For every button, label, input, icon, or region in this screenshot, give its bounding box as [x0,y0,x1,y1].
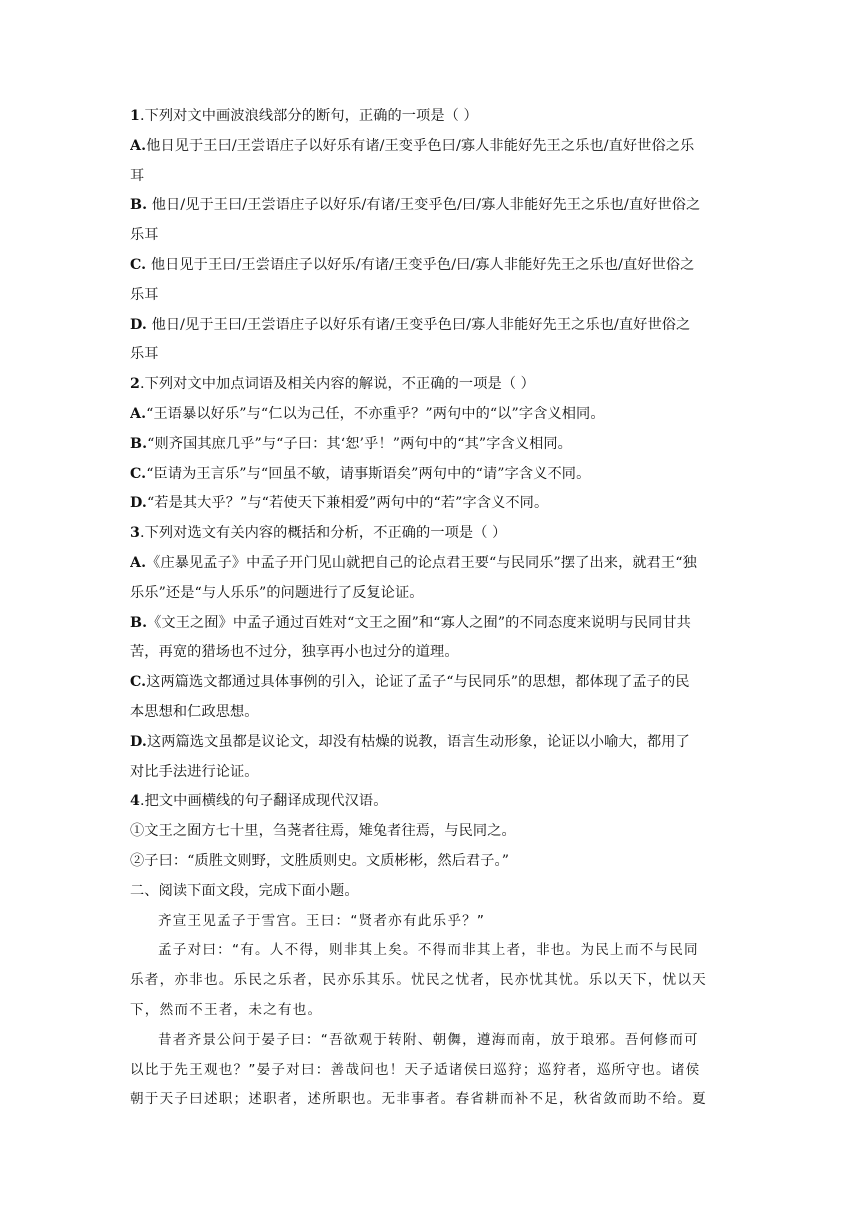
q2-option-d [130,489,732,519]
q1-option-c-text: 他日见于王曰/王尝语庄子以好乐/有诸/王变乎色/曰/寡人非能好先王之乐也/直好世俗之 [150,256,695,273]
q3-option-a [130,549,732,579]
q1-option-d-text: 他日/见于王曰/王尝语庄子以好乐有诸/王变乎色曰/寡人非能好先王之乐也/直好世俗之 [151,316,691,333]
q2-option-b-label: B. [130,435,148,452]
q2-option-d-label: D. [130,495,147,512]
q4-stem [130,787,732,817]
passage-paragraph-2-line-1: 孟子对曰：“有。人不得，则非其上矣。不得而非其上者，非也。为民上而不与民同 [158,942,699,959]
q3-option-b-label: B. [130,614,148,631]
q2-option-b-text: “则齐国其庶几乎”与“子曰：其‘恕’乎！”两句中的“其”字含义相同。 [147,435,572,452]
q4-number: 4 [130,793,140,810]
q3-stem [130,519,732,549]
q1-option-a-label: A. [130,137,147,154]
q3-option-d-label: D. [130,733,147,750]
document-body [130,102,732,1115]
q1-option-b-label: B. [130,197,148,214]
q1-option-a-cont: 耳 [130,167,145,184]
q1-option-c-cont: 乐耳 [130,286,159,303]
q1-option-d-cont: 乐耳 [130,346,159,363]
q3-option-d-cont: 对比手法进行论证。 [130,763,259,780]
q3-option-a-label: A. [130,554,147,571]
q1-option-c-label: C. [130,256,147,273]
q2-option-b [130,430,732,460]
q2-option-a-text: “王语暴以好乐”与“仁以为己任，不亦重乎？”两句中的“以”字含义相同。 [146,405,605,422]
passage-paragraph-3-line-3: 朝于天子曰述职；述职者，述所职也。无非事者。春省耕而补不足，秋省敛而助不给。夏 [130,1091,707,1108]
q4-item-1: ①文王之囿方七十里，刍荛者往焉，雉兔者往焉，与民同之。 [130,823,516,840]
passage-paragraph-3-line-1: 昔者齐景公问于晏子曰：“吾欲观于转附、朝儛，遵海而南，放于琅邪。吾何修而可 [158,1031,699,1048]
q3-option-d-text: 这两篇选文虽都是议论文，却没有枯燥的说教，语言生动形象，论证以小喻大，都用了 [146,733,690,750]
q1-number: 1 [130,108,140,124]
q1-option-a-text: 他日见于王曰/王尝语庄子以好乐有诸/王变乎色曰/寡人非能好先王之乐也/直好世俗之乐 [146,137,695,154]
passage-paragraph-3-line-2: 以比于先王观也？”晏子对曰：善哉问也！天子适诸侯曰巡狩；巡狩者，巡所守也。诸侯 [130,1061,701,1078]
q1-option-b-cont: 乐耳 [130,227,159,244]
q1-option-a [130,132,732,162]
q3-option-c-text: 这两篇选文都通过具体事例的引入，论证了孟子“与民同乐”的思想，都体现了孟子的民 [146,674,690,691]
q4-item-2: ②子曰：“质胜文则野，文胜质则史。文质彬彬，然后君子。” [130,852,510,869]
q1-option-b [130,191,732,221]
q3-option-a-cont: 乐乐”还是“与人乐乐”的问题进行了反复论证。 [130,584,424,601]
q2-stem [130,370,732,400]
passage-paragraph-2-line-2: 乐者，亦非也。乐民之乐者，民亦乐其乐。忧民之忧者，民亦忧其忧。乐以天下，忧以天 [130,972,707,989]
q2-number: 2 [130,376,140,393]
q1-option-b-text: 他日/见于王曰/王尝语庄子以好乐/有诸/王变乎色/曰/寡人非能好先王之乐也/直好世俗之 [151,197,701,214]
q3-option-c-cont: 本思想和仁政思想。 [130,703,259,720]
q3-option-d [130,728,732,758]
q2-option-c-text: “臣请为王言乐”与“回虽不敏，请事斯语矣”两句中的“请”字含义不同。 [146,465,591,482]
q4-stem-text: .把文中画横线的句子翻译成现代汉语。 [139,793,388,810]
q3-option-c-label: C. [130,674,147,691]
q2-stem-text: .下列对文中加点词语及相关内容的解说，不正确的一项是（ ） [139,376,535,393]
q2-option-d-text: “若是其大乎？”与“若使天下兼相爱”两句中的“若”字含义不同。 [146,495,549,512]
q1-option-d [130,311,732,341]
q2-option-a [130,400,732,430]
section2-heading: 二、阅读下面文段，完成下面小题。 [130,882,359,899]
q3-option-b [130,609,732,639]
q2-option-c-label: C. [130,465,147,482]
q1-stem [130,102,732,132]
q2-option-a-label: A. [130,405,147,422]
q3-option-b-cont: 苦，再宽的猎场也不过分，独享再小也过分的道理。 [130,644,459,661]
passage-paragraph-2-line-3: 下，然而不王者，未之有也。 [130,1001,323,1018]
q1-stem-text: .下列对文中画波浪线部分的断句，正确的一项是（ ） [139,108,478,124]
q3-option-b-text: 《文王之囿》中孟子通过百姓对“文王之囿”和“寡人之囿”的不同态度来说明与民同甘共 [147,614,691,631]
q1-option-c [130,251,732,281]
q3-stem-text: .下列对选文有关内容的概括和分析，不正确的一项是（ ） [139,525,507,542]
q1-option-d-label: D. [130,316,147,333]
passage-paragraph-1: 齐宣王见孟子于雪宫。王曰：“贤者亦有此乐乎？” [158,912,486,929]
q3-option-c [130,668,732,698]
q3-option-a-text: 《庄暴见孟子》中孟子开门见山就把自己的论点君王要“与民同乐”摆了出来，就君王“独 [146,554,697,571]
q2-option-c [130,460,732,490]
q3-number: 3 [130,525,140,542]
